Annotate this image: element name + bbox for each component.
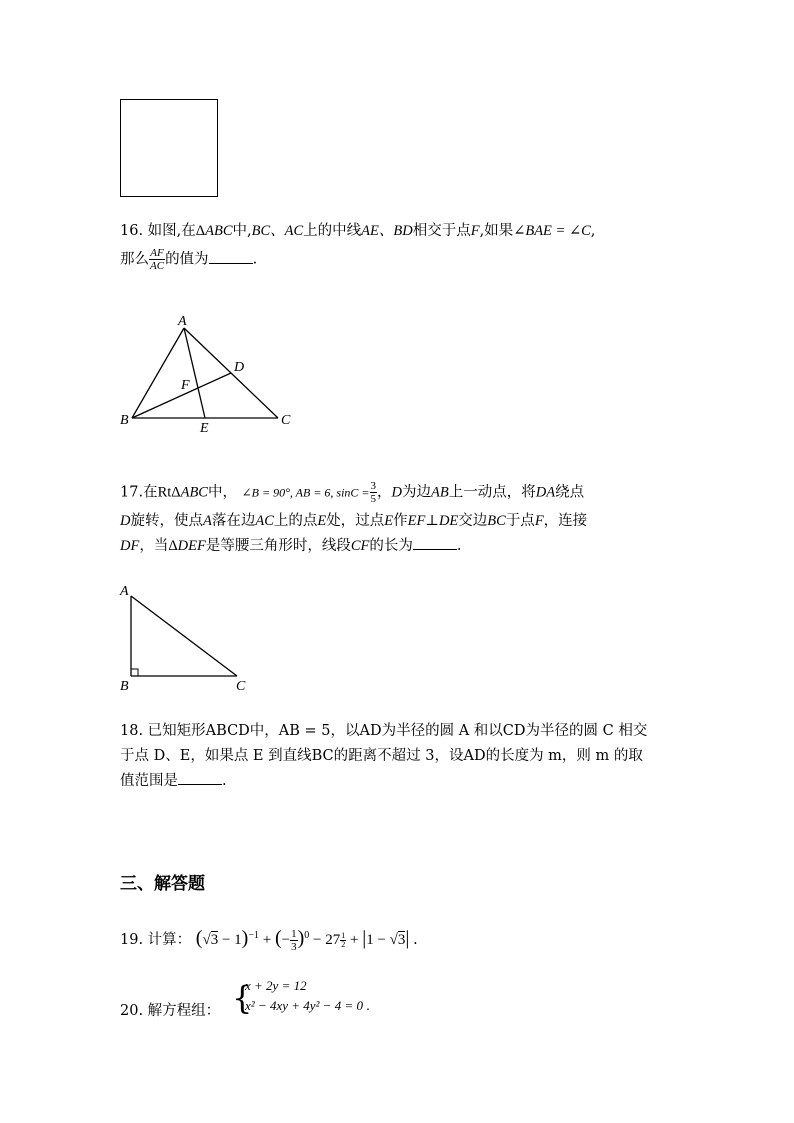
q17-text: ，当: [139, 538, 169, 554]
q19-exp-fraction: [340, 932, 346, 949]
abs-bar: |: [405, 927, 410, 949]
q17-right-triangle-figure: [112, 580, 257, 695]
q16-text: ,如果: [479, 223, 514, 239]
q19-fraction: [290, 928, 298, 953]
q19-exp: 0: [304, 930, 310, 941]
q18-line3: [120, 770, 227, 792]
q17-bc: BC: [487, 513, 506, 529]
q17-frac-num: 3: [370, 480, 377, 492]
q20-end: .: [366, 999, 370, 1014]
q20-eq2: [245, 998, 370, 1015]
label-a: A: [178, 314, 187, 329]
q19-sqrt-arg: 3: [397, 932, 406, 948]
q17-e: E: [384, 513, 394, 529]
q17-text: 绕点: [555, 484, 585, 501]
q19-exp: −1: [248, 930, 259, 941]
q17-text: 交边: [458, 513, 488, 529]
q19-label: 计算：: [147, 932, 192, 948]
q18-line2: 于点 D、E，如果点 E 到直线BC的距离不超过 3，设AD的长度为 m，则 m 的取: [120, 748, 643, 764]
q20-number: 20.: [120, 1003, 144, 1019]
q19-exp-den: 2: [341, 940, 346, 950]
sqrt-sign: √: [389, 932, 398, 948]
q16-ae-bd: AE、BD: [361, 223, 413, 239]
q16-line1: [120, 220, 595, 242]
q17-cf: CF: [350, 538, 370, 554]
q20-label: 解方程组：: [147, 1003, 221, 1019]
label-b: B: [120, 413, 129, 428]
q17-text: ，: [377, 484, 392, 501]
q17-def: DEF: [177, 538, 206, 554]
q17-df: DF: [120, 538, 140, 554]
label-c: C: [281, 413, 291, 428]
q17-da: DA: [535, 484, 556, 501]
q20-eq2-text: x² − 4xy + 4y² − 4 = 0: [245, 998, 363, 1013]
section-heading: 三、解答题: [120, 874, 205, 894]
q16-end: .: [252, 251, 258, 268]
q16-frac-den: AC: [150, 260, 165, 272]
q17-text: 中，: [207, 484, 237, 501]
q16-triangle-figure: [110, 310, 300, 440]
q19-line: [120, 925, 418, 953]
q17-text: 落在边: [211, 513, 256, 529]
q20-eq1: x + 2y = 12: [245, 978, 307, 993]
q17-text: 的长为: [369, 538, 413, 554]
q18-end: .: [222, 773, 227, 789]
q16-text: 相交于点: [412, 223, 471, 239]
q16-text: 中,: [232, 223, 252, 239]
q19-abs-inner: 1 −: [366, 932, 390, 948]
triangle-symbol: Δ: [195, 223, 206, 239]
q19-number: 19.: [120, 932, 144, 948]
q17-ac: AC: [255, 513, 274, 529]
q18-text: 值范围是: [120, 773, 178, 789]
q16-abc: ABC: [205, 223, 233, 239]
q19-expression: [195, 927, 413, 954]
q19-plus: +: [349, 932, 359, 948]
answer-blank: [413, 537, 457, 550]
empty-figure-box: [120, 99, 218, 197]
abs-bar: |: [362, 927, 367, 949]
q16-text: 上的中线: [303, 223, 362, 239]
q20-brace: {: [232, 979, 253, 1017]
q17-text: 上一动点，将: [448, 484, 536, 501]
q17-end: .: [456, 538, 462, 554]
q16-text: 的值为: [165, 251, 209, 268]
q17-number: 17.: [120, 484, 144, 501]
q16-text: 如图,在: [147, 223, 196, 239]
q17-rt: Rt: [157, 484, 172, 501]
q19-frac-den: 3: [291, 941, 297, 954]
q19-minus1: − 1: [218, 932, 242, 948]
paren-open: (: [274, 927, 282, 949]
q17-a: A: [202, 513, 212, 529]
q16-text: ,: [590, 223, 596, 239]
paren-close: ): [241, 927, 249, 949]
q20-label-line: [120, 1000, 220, 1022]
q17-ab: , AB = 6: [289, 485, 331, 500]
q17-text: 旋转，使点: [130, 513, 203, 529]
q19-neg: −: [281, 932, 291, 948]
q17-text: 于点: [505, 513, 535, 529]
segment-ac: [131, 596, 237, 676]
q16-f: F: [470, 223, 480, 239]
paren-open: (: [195, 927, 203, 949]
q17-text: 处，过点: [326, 513, 385, 529]
q17-e: E: [317, 513, 327, 529]
q17-ab-edge: AB: [431, 484, 449, 501]
q19-frac-num: 1: [291, 928, 297, 941]
q17-fraction: [370, 480, 378, 505]
label-f: F: [181, 378, 190, 393]
q17-text: 上的点: [273, 513, 318, 529]
q16-fraction: [149, 247, 165, 272]
right-angle-mark: [131, 669, 138, 676]
q17-f: F: [534, 513, 544, 529]
q16-frac-num: AF: [150, 247, 164, 259]
median-ae: [184, 328, 205, 418]
q17-text: 为边: [402, 484, 432, 501]
q17-angle-b: ∠B = 90°: [241, 485, 290, 500]
answer-blank: [209, 251, 253, 264]
q16-bc-ac: BC、AC: [251, 223, 304, 239]
label-c: C: [236, 679, 246, 694]
answer-blank: [178, 772, 222, 785]
q19-plus: +: [262, 932, 272, 948]
label-a: A: [120, 584, 129, 599]
label-e: E: [200, 421, 209, 436]
triangle-symbol: Δ: [171, 484, 181, 501]
q17-text: 在: [143, 484, 158, 501]
q16-condition: ∠BAE = ∠C: [513, 223, 591, 239]
q17-abc: ABC: [180, 484, 208, 501]
q17-d: D: [120, 513, 131, 529]
q17-perp: EF⊥DE: [407, 513, 459, 529]
q17-sinc: , sinC =: [330, 485, 370, 500]
q17-line3: [120, 535, 462, 557]
q17-text: 是等腰三角形时，线段: [205, 538, 351, 554]
q17-d: D: [391, 484, 403, 501]
q17-frac-den: 5: [370, 493, 377, 505]
label-d: D: [234, 360, 245, 375]
q16-line2: [120, 247, 257, 272]
q19-end: .: [413, 932, 418, 948]
sqrt-sign: √: [202, 932, 211, 948]
q16-number: 16.: [120, 223, 144, 239]
triangle-symbol: Δ: [168, 538, 178, 554]
label-b: B: [120, 679, 129, 694]
q17-text: 作: [393, 513, 408, 529]
q19-27: 27: [325, 932, 341, 948]
paren-close: ): [297, 927, 305, 949]
q16-text: 那么: [120, 251, 149, 268]
q19-minus: −: [313, 932, 322, 948]
q19-sqrt-arg: 3: [210, 932, 219, 948]
segment-ab: [132, 328, 184, 418]
q17-text: ，连接: [543, 513, 588, 529]
q19-exp-num: 1: [341, 931, 346, 941]
q17-line1: [120, 480, 584, 505]
q18-line1: 18. 已知矩形ABCD中，AB = 5，以AD为半径的圆 A 和以CD为半径的圆 C 相交: [120, 723, 648, 739]
q17-line2: [120, 510, 587, 532]
